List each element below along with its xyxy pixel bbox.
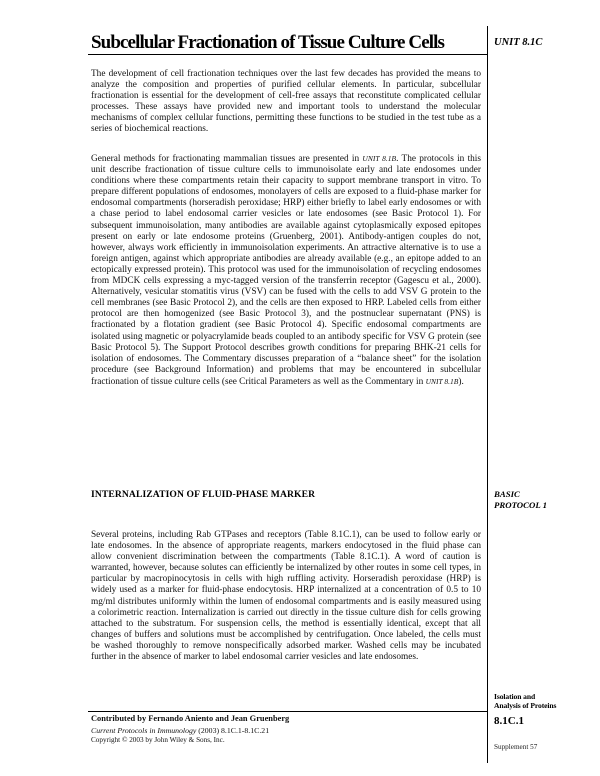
citation-line <box>91 726 269 735</box>
margin-divider-rule <box>487 26 488 763</box>
methods-text-part-3: ). <box>458 376 464 387</box>
protocol-label-line-2: PROTOCOL 1 <box>494 499 548 510</box>
page-number: 8.1C.1 <box>494 715 524 727</box>
section-heading: INTERNALIZATION OF FLUID-PHASE MARKER <box>91 489 316 500</box>
section-label <box>494 692 556 710</box>
copyright-line: Copyright © 2003 by John Wiley & Sons, Inc. <box>91 736 225 744</box>
protocol-label-line-1: BASIC <box>494 489 520 499</box>
supplement-label: Supplement 57 <box>494 743 538 751</box>
citation-details: (2003) 8.1C.1-8.1C.21 <box>196 726 270 735</box>
internalization-paragraph: Several proteins, including Rab GTPases and receptors (Table 8.1C.1), can be used to follow early or late endosomes. In the absence of appropriate reagents, markers endocytosed in the fluid phase can allow convenient discrimination between the compartments (Table 8.1C.1). A word of caution is warranted, however, because solutes can efficiently be internalized by other routes in some cell types, in particular by macropinocytosis in cells with high ruffling activity. Horseradish peroxidase (HRP) is widely used as a marker for fluid-phase endocytosis. HRP internalized at a concentration of 0.5 to 10 mg/ml distributes uniformly within the lumen of endosomal compartments and is easily measured using a colorimetric reaction. Internalization is carried out directly in the tissue culture dish for cells growing attached to the substratum. For suspension cells, the method is essentially identical, except that all changes of buffers and solutions must be accomplished by centrifugation. Once labeled, the cells must be washed thoroughly to remove nonspecifically adsorbed marker. Washed cells may be incubated further in the absence of marker to label endosomal carrier vesicles and late endosomes. <box>91 530 481 663</box>
methods-paragraph <box>91 153 481 388</box>
unit-cross-reference: UNIT 8.1B <box>425 376 459 386</box>
intro-paragraph: The development of cell fractionation techniques over the last few decades has provided the means to analyze the composition and properties of purified cellular elements. In particular, subcellular fractionation is essential for the development of cell-free assays that reconstitute complicated cellular processes. These assays have provided new and important tools to understand the molecular mechanisms of complex cellular functions, permitting these functions to be studied in the test tube as a series of biochemical reactions. <box>91 69 481 135</box>
page-title: Subcellular Fractionation of Tissue Culture Cells <box>91 32 444 53</box>
section-label-line-1: Isolation and <box>494 692 536 701</box>
unit-cross-reference: UNIT 8.1B <box>362 154 397 163</box>
methods-text-part-2: . The protocols in this unit describe fractionation of tissue culture cells to immunoisolate early and late endosomes under conditions where these compartments retain their capacity to support membrane transport in vitro. To prepare different populations of endosomes, monolayers of cells are exposed to a fluid-phase marker for endosomal compartments (horseradish peroxidase; HRP) either briefly to label early endosomes or with a chase period to label endosomal carrier vesicles or late endosomes (see Basic Protocol 1). For subsequent immunoisolation, many antibodies are available against cytoplasmically exposed epitopes present on early or late endosome proteins (Gruenberg, 2001). Antibody-antigen couples do not, however, always work efficiently in immunoisolation experiments. An attractive alternative is to use a foreign antigen, against which appropriate antibodies are already available (e.g., an epitope added to an ectopically expressed protein). This protocol was used for the immunoisolation of recycling endosomes from MDCK cells expressing a myc-tagged version of the transferrin receptor (Gagescu et al., 2000). Alternatively, vesicular stomatitis virus (VSV) can be fused with the cells to add VSV G protein to the cell membranes (see Basic Protocol 2), and the cells are then exposed to HRP. Labeled cells from either protocol are then homogenized (see Basic Protocol 3), and the postnuclear supernatant (PNS) is fractionated by a flotation gradient (see Basic Protocol 4). Specific endosomal compartments are isolated using magnetic or polyacrylamide beads coupled to an antibody specific for VSV G protein (see Basic Protocol 5). The Support Protocol describes growth conditions for preparing BHK-21 cells for isolation of endosomes. The Commentary discusses preparation of a “balance sheet” for the isolation procedure (see Background Information) and problems that may be encountered in subcellular fractionation of tissue culture cells (see Critical Parameters as well as the Commentary in <box>91 154 481 387</box>
contributors-line: Contributed by Fernando Aniento and Jean Gruenberg <box>91 714 290 723</box>
unit-label: UNIT 8.1C <box>494 37 543 48</box>
footer-rule <box>88 711 488 712</box>
title-underline-rule <box>88 54 488 55</box>
section-label-line-2: Analysis of Proteins <box>494 701 557 710</box>
methods-text-part-1: General methods for fractionating mammalian tissues are presented in <box>91 154 363 164</box>
protocol-label <box>494 489 547 510</box>
citation-journal: Current Protocols in Immunology <box>91 726 197 735</box>
